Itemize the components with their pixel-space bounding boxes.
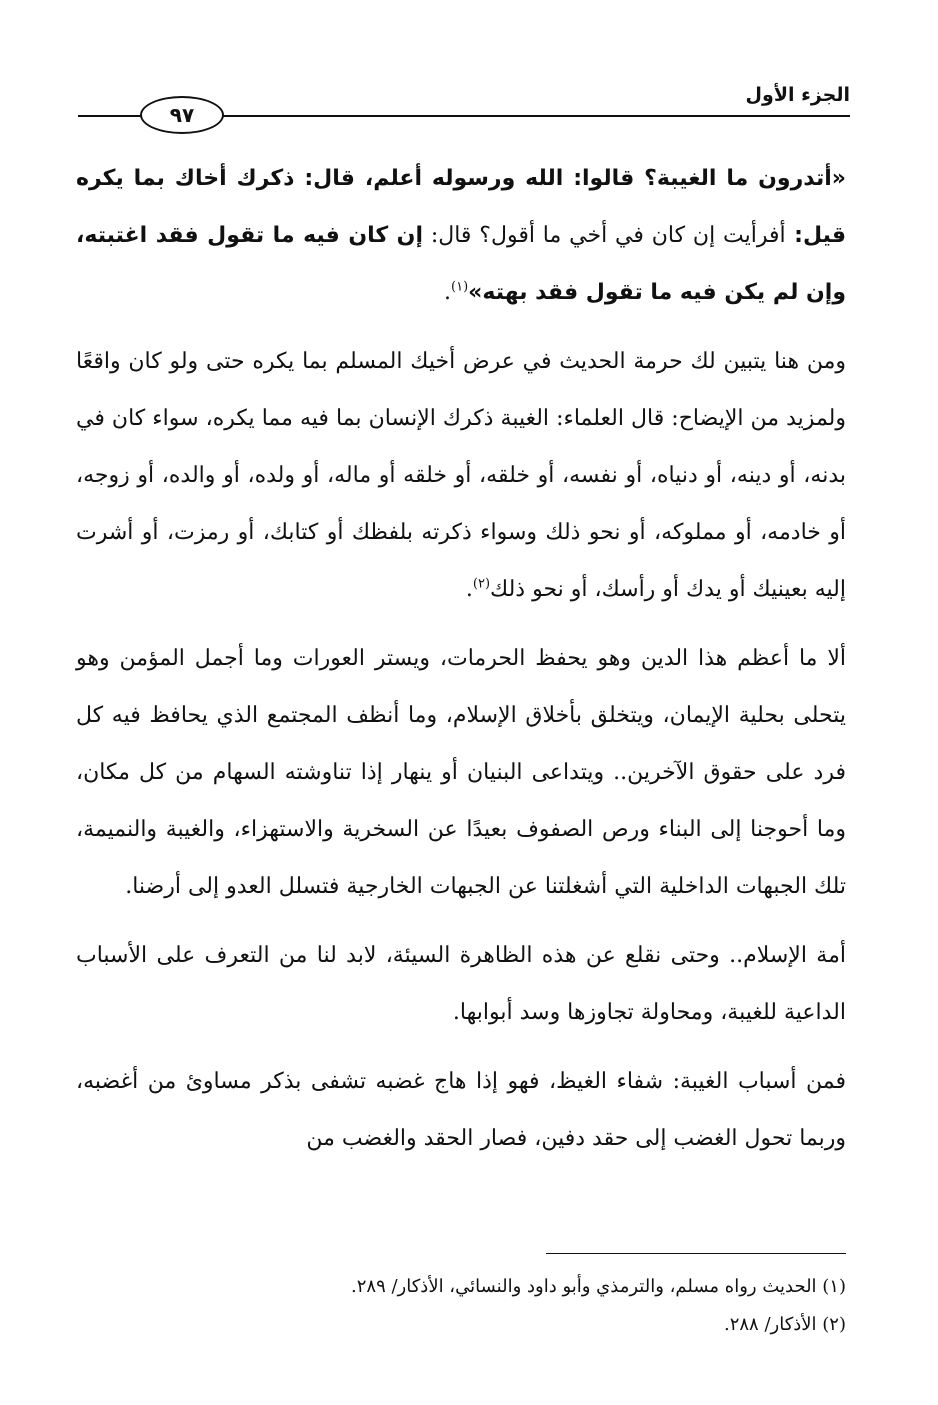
ghiba-definition-text: ومن هنا يتبين لك حرمة الحديث في عرض أخيك المسلم بما يكره حتى ولو كان واقعًا ولمزيد من الإيضاح: قال العلماء: الغيبة ذكرك الإنسان بما فيه مما يكره، سواء كان في بدنه، أو دينه، أو دنياه، أو نفسه، أو خلقه، أو خلقه أو ماله، أو ولده، أو والده، أو زوجه، أو خادمه، أو مملوكه، أو نحو ذلك وسواء ذكرته بلفظك أو كتابك، أو رمزت، أو أشرت إليه بعينيك أو يدك أو رأسك، أو نحو ذلك: [76, 349, 846, 602]
hadith-end: .: [444, 280, 452, 305]
page-header: [0, 78, 938, 138]
footnote-rule: [546, 1253, 846, 1254]
footnote-2: (٢) الأذكار/ ٢٨٨.: [723, 1314, 846, 1335]
footnotes: [76, 1268, 846, 1344]
ghiba-definition-end: .: [465, 577, 473, 602]
causes-paragraph: فمن أسباب الغيبة: شفاء الغيظ، فهو إذا هاج غضبه تشفى بذكر مساوئ من أغضبه، وربما تحول الغضب إلى حقد دفين، فصار الحقد والغضب من: [76, 1069, 846, 1151]
religion-greatness-paragraph: ألا ما أعظم هذا الدين وهو يحفظ الحرمات، ويستر العورات وما أجمل المؤمن وهو يتحلى بحلية الإيمان، ويتخلق بأخلاق الإسلام، وما أنظف المجتمع الذي يحافظ فيه كل فرد على حقوق الآخرين.. ويتداعى البنيان أو ينهار إذا تناوشته السهام من كل مكان، وما أحوجنا إلى البناء ورص الصفوف بعيدًا عن السخرية والاستهزاء، والغيبة والنميمة، تلك الجبهات الداخلية التي أشغلتنا عن الجبهات الخارجية فتسلل العدو إلى أرضنا.: [76, 646, 846, 899]
footnote-ref-1: (١): [451, 279, 469, 295]
hadith-opening: «أتدرون ما الغيبة؟ قالوا: الله ورسوله أعلم، قال: ذكرك أخاك بما يكره قيل:: [76, 166, 846, 248]
hadith-paragraph: [76, 150, 846, 321]
page-number: ٩٧: [140, 96, 224, 134]
main-text: [76, 150, 846, 1179]
hadith-question: أفرأيت إن كان في أخي ما أقول؟ قال:: [422, 223, 786, 248]
section-title: الجزء الأول: [745, 84, 850, 106]
hadith-answer: إن كان فيه ما تقول فقد اغتبته، وإن لم يكن فيه ما تقول فقد بهته»: [76, 223, 846, 305]
footnote-1: (١) الحديث رواه مسلم، والترمذي وأبو داود والنسائي، الأذكار/ ٢٨٩.: [351, 1276, 846, 1297]
ummah-address-paragraph: أمة الإسلام.. وحتى نقلع عن هذه الظاهرة السيئة، لابد لنا من التعرف على الأسباب الداعية للغيبة، ومحاولة تجاوزها وسد أبوابها.: [76, 943, 846, 1025]
ghiba-definition-paragraph: [76, 333, 846, 618]
footnote-ref-2: (٢): [472, 576, 491, 592]
